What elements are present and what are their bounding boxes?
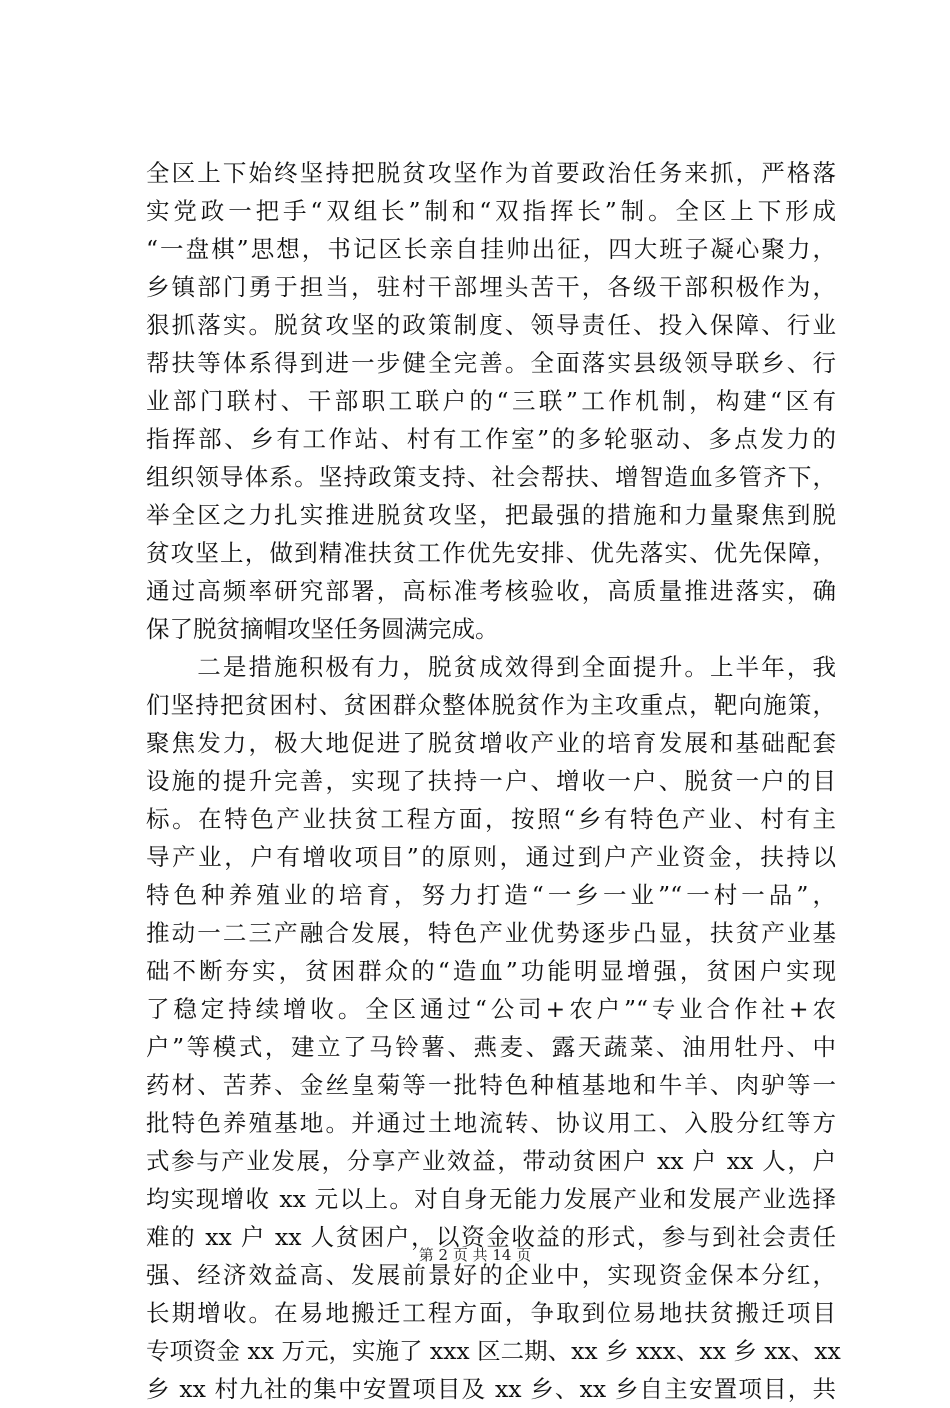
text-line: 贫攻坚上，做到精准扶贫工作优先安排、优先落实、优先保障， <box>146 539 836 567</box>
text-line: 强、经济效益高、发展前景好的企业中，实现资金保本分红， <box>146 1261 836 1289</box>
text-line: 药材、苦荞、金丝皇菊等一批特色种植基地和牛羊、肉驴等一 <box>146 1071 836 1099</box>
text-line: 全区上下始终坚持把脱贫攻坚作为首要政治任务来抓，严格落 <box>146 159 836 187</box>
text-line: 推动一二三产融合发展，特色产业优势逐步凸显，扶贫产业基 <box>146 919 836 947</box>
text-line: 了稳定持续增收。全区通过“公司+农户”“专业合作社+农 <box>146 995 836 1023</box>
text-line: 指挥部、乡有工作站、村有工作室”的多轮驱动、多点发力的 <box>146 425 836 453</box>
text-line: 聚焦发力，极大地促进了脱贫增收产业的培育发展和基础配套 <box>146 729 836 757</box>
text-line: 举全区之力扎实推进脱贫攻坚，把最强的措施和力量聚焦到脱 <box>146 501 836 529</box>
text-line: 帮扶等体系得到进一步健全完善。全面落实县级领导联乡、行 <box>146 349 836 377</box>
text-line: 狠抓落实。脱贫攻坚的政策制度、领导责任、投入保障、行业 <box>146 311 836 339</box>
text-line: 专项资金 xx 万元，实施了 xxx 区二期、xx 乡 xxx、xx 乡 xx、xx <box>146 1337 841 1365</box>
document-body <box>146 154 841 1408</box>
text-line: 特色种养殖业的培育，努力打造“一乡一业”“一村一品”， <box>146 881 836 909</box>
text-line: 二是措施积极有力，脱贫成效得到全面提升。上半年，我 <box>146 653 836 681</box>
paragraph-1 <box>146 154 836 648</box>
text-line: 们坚持把贫困村、贫困群众整体脱贫作为主攻重点，靶向施策， <box>146 691 836 719</box>
text-line: 乡 xx 村九社的集中安置项目及 xx 乡、xx 乡自主安置项目，共 <box>146 1375 836 1403</box>
text-line: 批特色养殖基地。并通过土地流转、协议用工、入股分红等方 <box>146 1109 836 1137</box>
text-line: 业部门联村、干部职工联户的“三联”工作机制，构建“区有 <box>146 387 836 415</box>
text-line: 户”等模式，建立了马铃薯、燕麦、露天蔬菜、油用牡丹、中 <box>146 1033 836 1061</box>
text-line: 导产业，户有增收项目”的原则，通过到户产业资金，扶持以 <box>146 843 836 871</box>
text-line: 标。在特色产业扶贫工程方面，按照“乡有特色产业、村有主 <box>146 805 836 833</box>
text-line: 实党政一把手“双组长”制和“双指挥长”制。全区上下形成 <box>146 197 836 225</box>
text-line: 式参与产业发展，分享产业效益，带动贫困户 xx 户 xx 人，户 <box>146 1147 836 1175</box>
text-line: 础不断夯实，贫困群众的“造血”功能明显增强，贫困户实现 <box>146 957 836 985</box>
text-line: “一盘棋”思想，书记区长亲自挂帅出征，四大班子凝心聚力， <box>146 235 836 263</box>
text-line: 组织领导体系。坚持政策支持、社会帮扶、增智造血多管齐下， <box>146 463 836 491</box>
text-line: 保了脱贫摘帽攻坚任务圆满完成。 <box>146 615 499 643</box>
text-line: 难的 xx 户 xx 人贫困户，以资金收益的形式，参与到社会责任 <box>146 1223 836 1251</box>
text-line: 均实现增收 xx 元以上。对自身无能力发展产业和发展产业选择 <box>146 1185 836 1213</box>
text-line: 通过高频率研究部署，高标准考核验收，高质量推进落实，确 <box>146 577 836 605</box>
text-line: 乡镇部门勇于担当，驻村干部埋头苦干，各级干部积极作为， <box>146 273 836 301</box>
text-line: 设施的提升完善，实现了扶持一户、增收一户、脱贫一户的目 <box>146 767 836 795</box>
text-line: 长期增收。在易地搬迁工程方面，争取到位易地扶贫搬迁项目 <box>146 1299 836 1327</box>
page-number-footer: 第 2 页 共 14 页 <box>418 1246 532 1264</box>
paragraph-2 <box>146 648 841 1408</box>
